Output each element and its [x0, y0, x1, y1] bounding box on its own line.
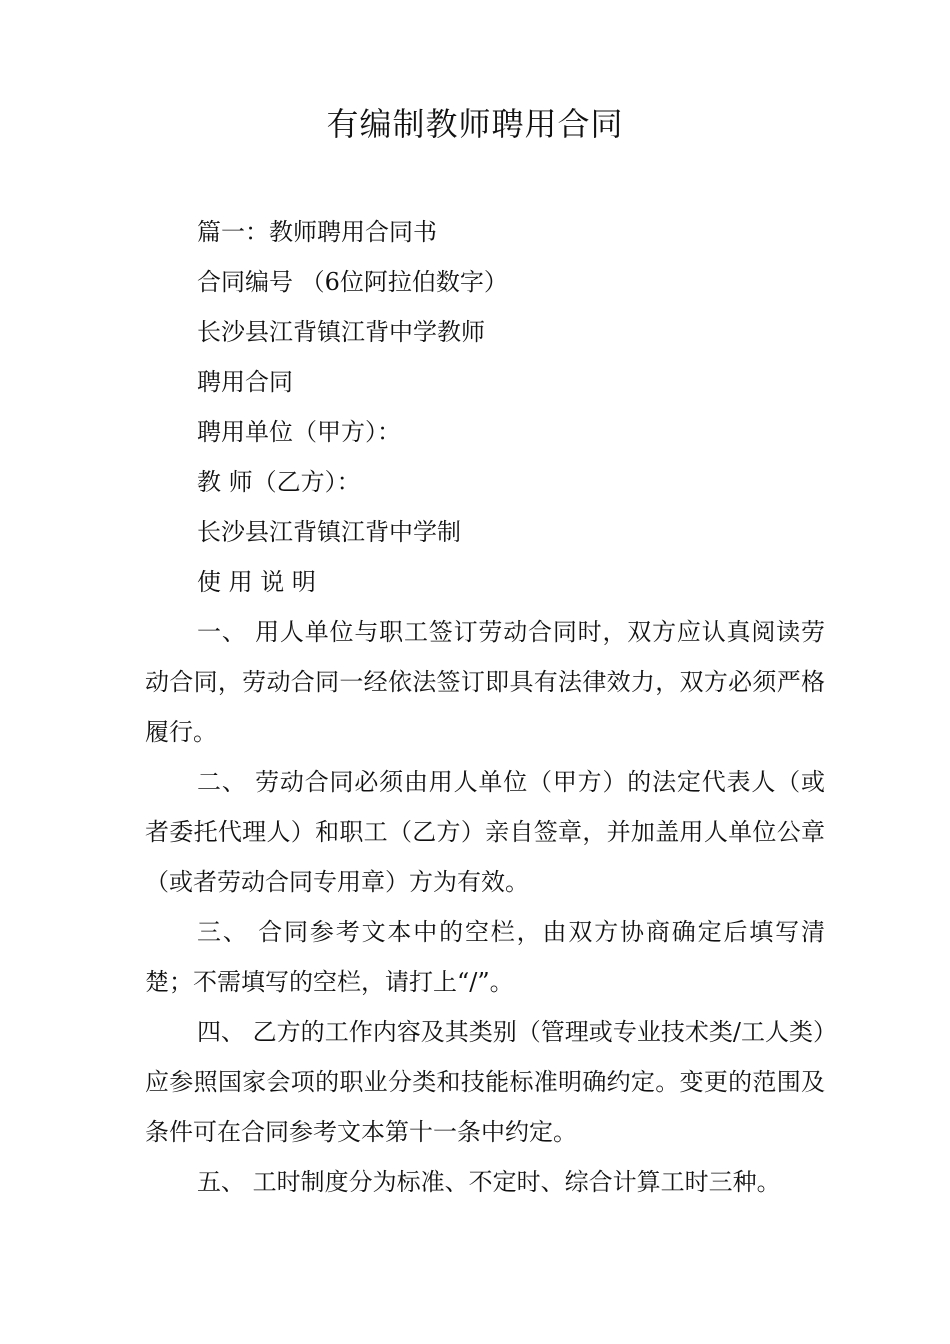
instruction-paragraph-5: 五、 工时制度分为标准、不定时、综合计算工时三种。 — [197, 1168, 781, 1196]
instructions-heading: 使 用 说 明 — [197, 568, 316, 596]
school-name-line: 长沙县江背镇江背中学教师 — [197, 318, 485, 346]
issuer-line: 长沙县江背镇江背中学制 — [197, 518, 461, 546]
instruction-paragraph-3: 三、 合同参考文本中的空栏，由双方协商确定后填写清楚；不需填写的空栏，请打上“/”。 — [145, 918, 825, 996]
instruction-paragraph-1: 一、 用人单位与职工签订劳动合同时，双方应认真阅读劳动合同，劳动合同一经依法签订即具有法律效力，双方必须严格履行。 — [145, 618, 825, 746]
contract-number-line: 合同编号 （6位阿拉伯数字） — [197, 268, 508, 296]
document-body — [145, 207, 825, 1207]
document-title: 有编制教师聘用合同 — [326, 105, 624, 143]
section-heading: 篇一：教师聘用合同书 — [197, 218, 437, 246]
employer-line: 聘用单位（甲方）： — [197, 418, 401, 446]
instruction-paragraph-4: 四、 乙方的工作内容及其类别（管理或专业技术类/工人类）应参照国家会项的职业分类和技能标准明确约定。变更的范围及条件可在合同参考文本第十一条中约定。 — [145, 1018, 825, 1146]
teacher-line: 教 师（乙方）： — [197, 468, 361, 496]
instruction-paragraph-2: 二、 劳动合同必须由用人单位（甲方）的法定代表人（或者委托代理人）和职工（乙方）亲自签章，并加盖用人单位公章（或者劳动合同专用章）方为有效。 — [145, 768, 825, 896]
contract-name-line: 聘用合同 — [197, 368, 293, 396]
